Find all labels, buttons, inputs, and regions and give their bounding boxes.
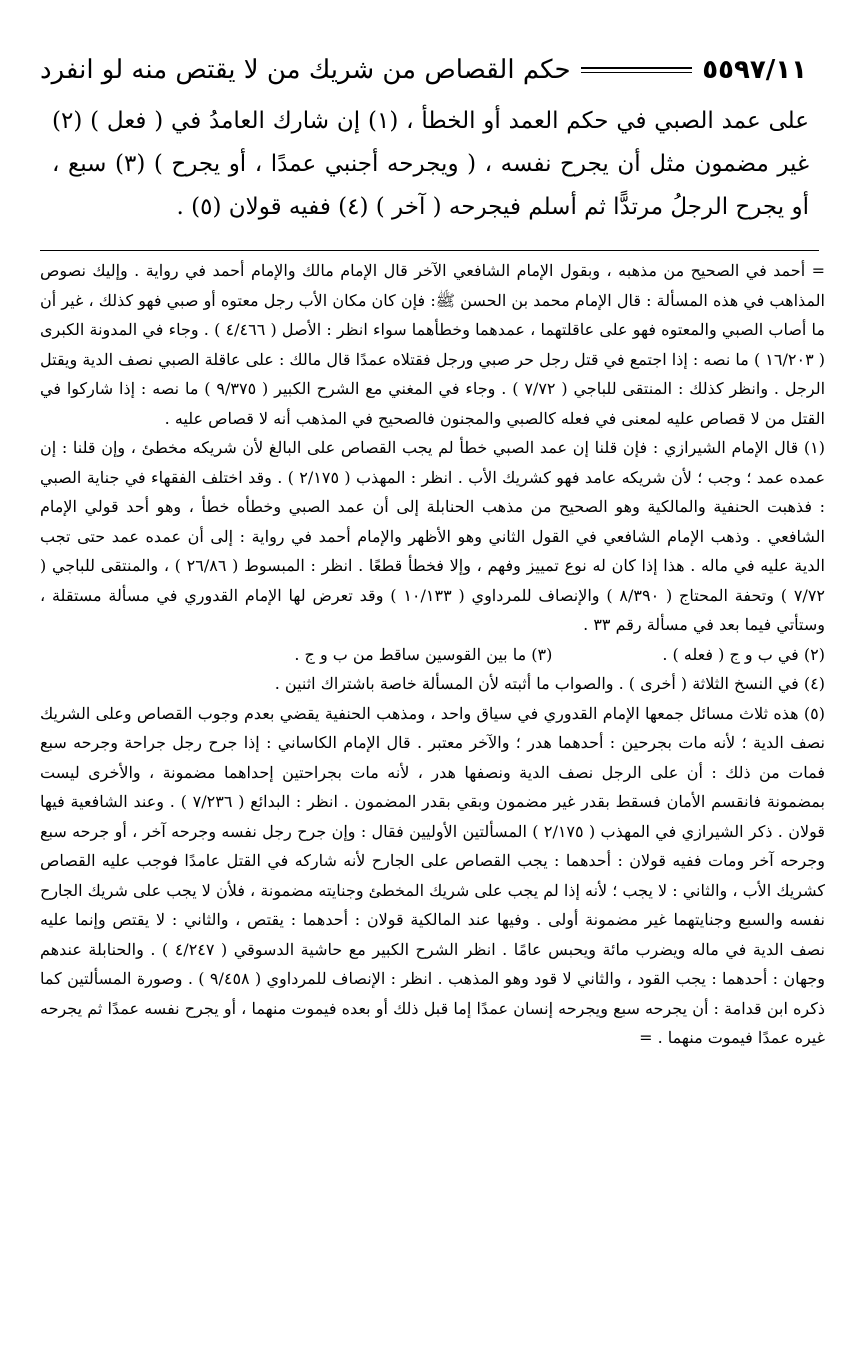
running-title: حكم القصاص من شريك من لا يقتص منه لو انفرد [40,55,571,85]
footnote-4: (٤) في النسخ الثلاثة ( أخرى ) . والصواب ما أثبته لأن المسألة خاصة باشتراك اثنين . [274,674,825,693]
header-rule [581,67,693,73]
footnote-3: (٣) ما بين القوسين ساقط من ب و ج . [294,644,553,664]
footnote-2: (٢) في ب و ج ( فعله ) . [662,644,825,664]
footnote-pair [40,640,825,670]
page-number: ٥٥٩٧/١١ [702,55,807,85]
footnote-continuation: = أحمد في الصحيح من مذهبه ، وبقول الإمام الشافعي الآخر قال الإمام مالك والإمام أحمد في رواية . وإليك نصوص المذاهب في هذه المسألة : قال الإمام محمد بن الحسن ﷺ: فإن كان مكان الأب رجل معتوه أو صبي فهو كذلك ، غير أن ما أصاب الصبي والمعتوه فهو على عاقلتهما ، عمدهما وخطأهما سواء انظر : الأصل ( ٤/٤٦٦ ) . وجاء في المدونة الكبرى ( ١٦/٢٠٣ ) ما نصه : إذا اجتمع في قتل رجل حر صبي ورجل فقتلاه عمدًا قال مالك : على عاقلة الصبي نصف الدية ويقتل الرجل . وانظر كذلك : المنتقى للباجي ( ٧/٧٢ ) . وجاء في المغني مع الشرح الكبير ( ٩/٣٧٥ ) ما نصه : إذا شاركوا في القتل من لا قصاص عليه لمعنى في فعله كالصبي والمجنون فالصحيح في المذهب أنه لا قصاص عليه . [40,261,826,428]
footnotes-block [40,256,825,1289]
main-paragraph: على عمد الصبي في حكم العمد أو الخطأ ، (١) إن شارك العامدُ في ( فعل ) (٢) غير مضمون مثل أن يجرح نفسه ، ( ويجرحه أجنبي عمدًا ، أو يجرح ) (٣) سبع ، أو يجرح الرجلُ مرتدًّا ثم أسلم فيجرحه ( آخر ) (٤) ففيه قولان (٥) . [52,108,810,220]
footnote-1: (١) قال الإمام الشيرازي : فإن قلنا إن عمد الصبي خطأ لم يجب القصاص على البالغ لأن شريكه مخطئ ، وإن قلنا : إن عمده عمد ؛ وجب ؛ لأن شريكه عامد فهو كشريك الأب . انظر : المهذب ( ٢/١٧٥ ) . وقد اختلف الفقهاء في جناية الصبي : فذهبت الحنفية والمالكية وهو الصحيح من مذهب الحنابلة إلى أن عمد الصبي وخطأه خطأ ، وهو أحد قولي الإمام الشافعي . وذهب الإمام الشافعي في القول الثاني وهو الأظهر والإمام أحمد في رواية : إلى أن عمده عمد حتى تجب الدية عليه في ماله . هذا إذا كان له نوع تمييز وفهم ، وإلا فخطأ قطعًا . انظر : المبسوط ( ٢٦/٨٦ ) ، والمنتقى للباجي ( ٧/٧٢ ) وتحفة المحتاج ( ٨/٣٩٠ ) والإنصاف للمرداوي ( ١٠/١٣٣ ) وقد تعرض لها الإمام القدوري في مسألة مستقلة ، وستأتي فيما بعد في مسألة رقم ٣٣ . [40,438,826,634]
main-text-block [52,100,809,248]
footnote-separator [40,250,819,251]
footnote-5: (٥) هذه ثلاث مسائل جمعها الإمام القدوري في سياق واحد ، ومذهب الحنفية يقضي بعدم وجوب القصاص وعلى الشريك نصف الدية ؛ لأنه مات بجرحين : أحدهما هدر ؛ والآخر معتبر . قال الإمام الكاساني : إذا جرح رجل جراحة وجرحه سبع فمات من ذلك : أن على الرجل نصف الدية ونصفها هدر ، لأنه مات بجراحتين إحداهما مضمونة ، والأخرى ليست بمضمونة فانقسم الأمان فسقط بقدر غير مضمون وبقي بقدر المضمون . انظر : البدائع ( ٧/٢٣٦ ) . وعند الشافعية فيها قولان . ذكر الشيرازي في المهذب ( ٢/١٧٥ ) المسألتين الأوليين فقال : وإن جرح رجل نفسه وجرحه آخر ، أو جرحه سبع وجرحه آخر ومات ففيه قولان : أحدهما : يجب القصاص على الجارح لأنه شاركه في القتل عامدًا فوجب عليه القصاص كشريك الأب ، والثاني : لا يجب ؛ لأنه إذا لم يجب على شريك المخطئ وجنايته مضمونة ، فلأن لا يجب على شريك الجارح نفسه والسبع وجنايتهما غير مضمونة أولى . وفيها عند المالكية قولان : أحدهما : يقتص ، والثاني : لا يقتص وإنما عليه نصف الدية في ماله ويضرب مائة ويحبس عامًا . انظر الشرح الكبير مع حاشية الدسوقي ( ٤/٢٤٧ ) . والحنابلة عندهم وجهان : أحدهما : يجب القود ، والثاني لا قود وهو المذهب . انظر : الإنصاف للمرداوي ( ٩/٤٥٨ ) . وصورة المسألتين كما ذكره ابن قدامة : أن يجرحه سبع ويجرحه إنسان عمدًا إما قبل ذلك أو بعده فيموت منهما ، أو يجرح نفسه عمدًا ثم يجرحه غيره عمدًا فيموت منهما . = [40,703,826,1047]
page-header [40,48,807,92]
